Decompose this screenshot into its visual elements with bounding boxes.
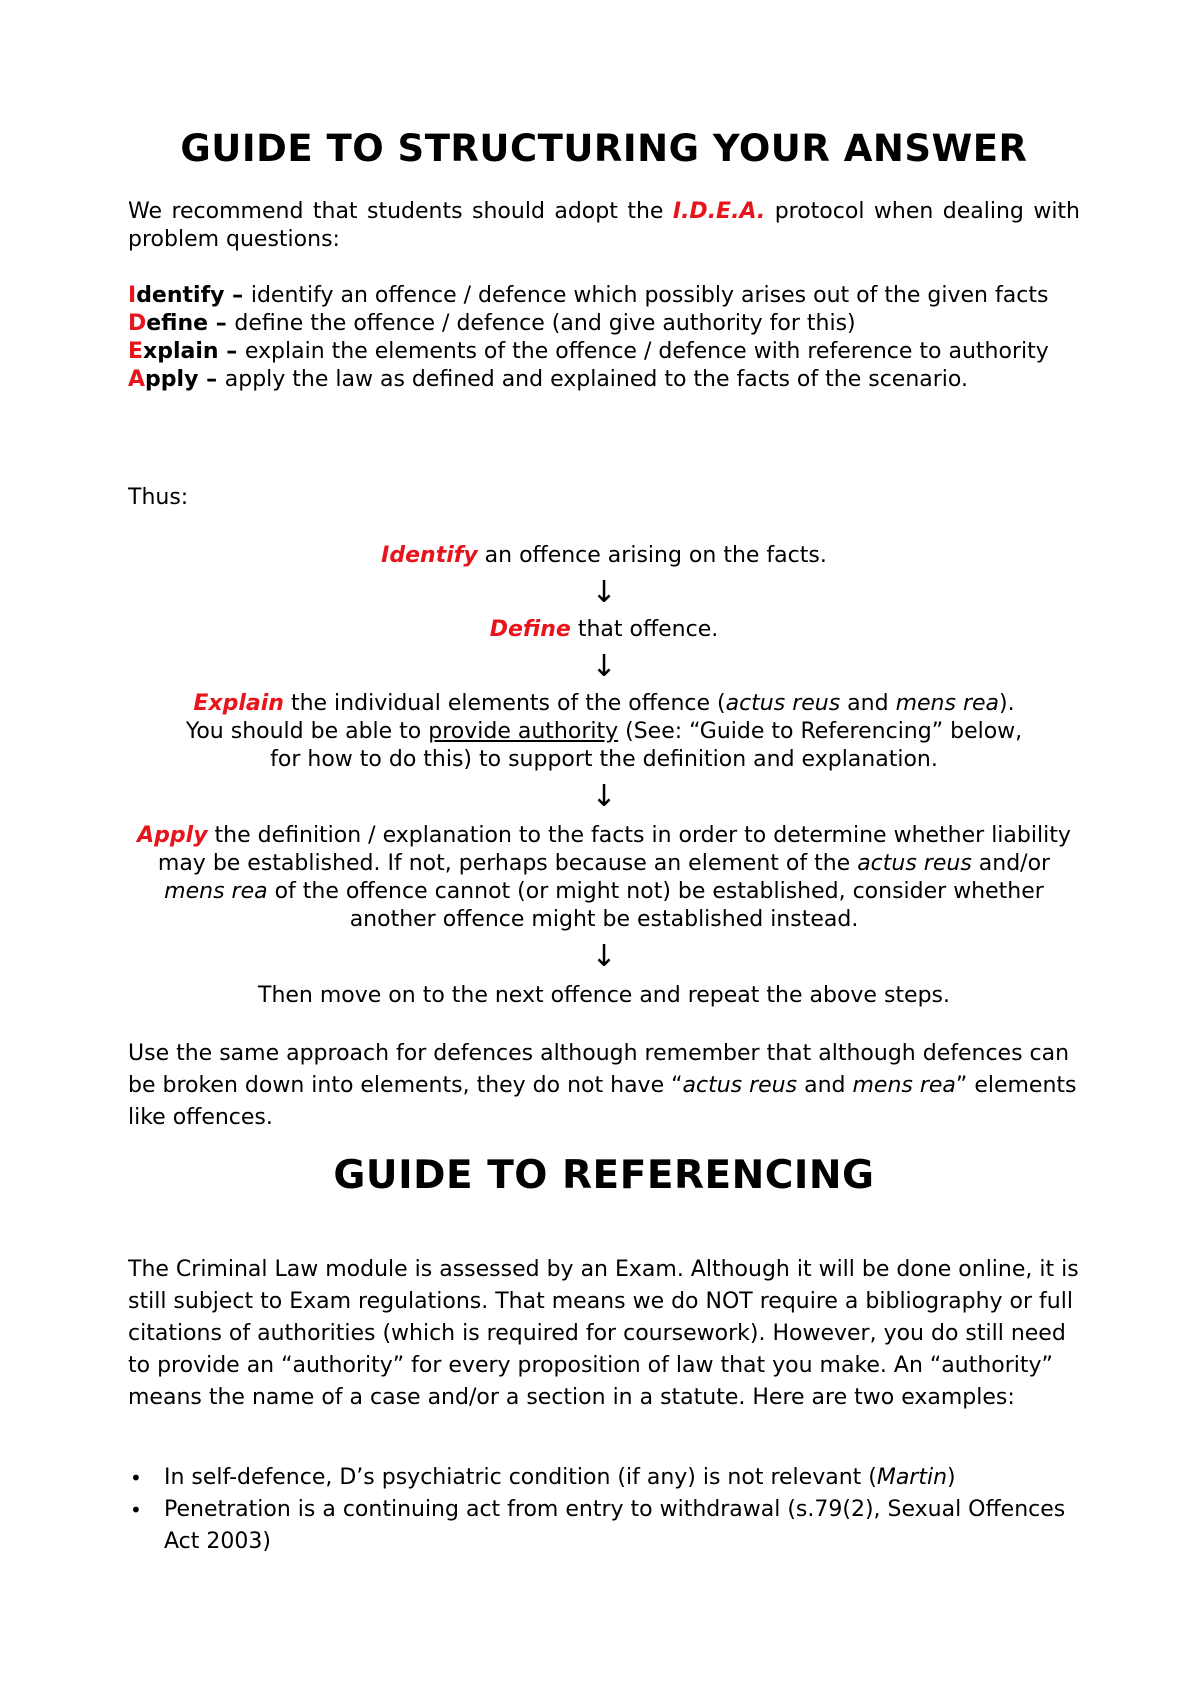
step-text: apply the law as defined and explained to the facts of the scenario. bbox=[224, 367, 968, 392]
arrow-glyph: ↓ bbox=[591, 779, 617, 814]
flow-identify-word: Identify bbox=[381, 543, 478, 568]
down-arrow-icon bbox=[128, 649, 1080, 684]
step-text: identify an offence / defence which possibly arises out of the given facts bbox=[250, 283, 1049, 308]
down-arrow-icon bbox=[128, 779, 1080, 814]
down-arrow-icon bbox=[128, 939, 1080, 974]
intro-paragraph bbox=[128, 198, 1080, 254]
step-dash: – bbox=[208, 311, 235, 336]
step-apply bbox=[128, 366, 1080, 394]
section-title-referencing: GUIDE TO REFERENCING bbox=[333, 1153, 875, 1198]
term-mens-rea: mens rea bbox=[895, 691, 1000, 716]
flow-explain-text: (See: “Guide to Referencing” below, bbox=[618, 719, 1023, 744]
referencing-paragraph: The Criminal Law module is assessed by an Exam. Although it will be done online, it is still subject to Exam regulations. That means we do NOT require a bibliography or full citations of authorities (which is required for coursework). However, you do still need to provide an “authority” for every proposition of law that you make. An “authority” means the name of a case and/or a section in a statute. Here are two examples: bbox=[128, 1257, 1079, 1410]
arrow-glyph: ↓ bbox=[591, 649, 617, 684]
flow-apply-text: and/or bbox=[971, 851, 1051, 876]
intro-text-end: protocol when dealing with problem questions: bbox=[128, 199, 1081, 252]
down-arrow-icon bbox=[128, 575, 1080, 610]
intro-text: We recommend that students should adopt the bbox=[128, 199, 673, 224]
flow-identify bbox=[128, 542, 1080, 570]
flow-apply-text: of the offence cannot (or might not) be established, consider whether another offence might be established instead. bbox=[267, 879, 1044, 932]
flow-apply-word: Apply bbox=[137, 823, 208, 848]
provide-authority-underlined: provide authority bbox=[428, 719, 619, 744]
flow-explain-text: and bbox=[840, 691, 896, 716]
bullet-icon: • bbox=[130, 1498, 142, 1522]
flow-then: Then move on to the next offence and repeat the above steps. bbox=[258, 983, 950, 1008]
bullet-text: In self-defence, D’s psychiatric condition (if any) is not relevant ( bbox=[164, 1465, 877, 1490]
flow-define-text: that offence. bbox=[570, 617, 719, 642]
step-letter: E bbox=[128, 339, 144, 364]
step-define bbox=[128, 310, 1080, 338]
bullet-text: ) bbox=[947, 1465, 956, 1490]
flow-explain-line1 bbox=[128, 690, 1080, 718]
step-explain bbox=[128, 338, 1080, 366]
flow-explain-text: ). bbox=[999, 691, 1015, 716]
step-letter: D bbox=[128, 311, 147, 336]
examples-list bbox=[128, 1462, 1080, 1558]
term-actus-reus: actus reus bbox=[682, 1073, 798, 1098]
closing-text: ” elements like offences. bbox=[128, 1073, 1077, 1130]
step-word: dentify bbox=[136, 283, 225, 308]
flow-explain-line3: for how to do this) to support the definition and explanation. bbox=[270, 747, 938, 772]
step-word: pply bbox=[145, 367, 199, 392]
flow-explain-text: the individual elements of the offence ( bbox=[283, 691, 726, 716]
case-name: Martin bbox=[876, 1465, 948, 1490]
flow-apply bbox=[128, 822, 1080, 934]
flow-define-word: Define bbox=[489, 617, 571, 642]
flow-define bbox=[128, 616, 1080, 644]
bullet-icon: • bbox=[130, 1466, 142, 1490]
step-dash: – bbox=[198, 367, 225, 392]
flow-explain bbox=[128, 690, 1080, 774]
step-dash: – bbox=[224, 283, 251, 308]
flow-apply-text: the definition / explanation to the facts in order to determine whether liability may be established. If not, perhaps because an element of the bbox=[157, 823, 1071, 876]
step-text: explain the elements of the offence / defence with reference to authority bbox=[244, 339, 1049, 364]
step-text: define the offence / defence (and give authority for this) bbox=[234, 311, 856, 336]
closing-paragraph bbox=[128, 1038, 1080, 1134]
term-actus-reus: actus reus bbox=[725, 691, 841, 716]
list-item bbox=[128, 1494, 1080, 1558]
step-letter: I bbox=[128, 283, 137, 308]
step-identify bbox=[128, 282, 1080, 310]
term-actus-reus: actus reus bbox=[857, 851, 972, 876]
bullet-text: Penetration is a continuing act from entry to withdrawal (s.79(2), Sexual Offences Act 2003) bbox=[164, 1497, 1066, 1554]
step-letter: A bbox=[128, 367, 146, 392]
term-mens-rea: mens rea bbox=[852, 1073, 956, 1098]
idea-protocol-label: I.D.E.A. bbox=[672, 199, 766, 224]
section-title-structuring: GUIDE TO STRUCTURING YOUR ANSWER bbox=[180, 127, 1028, 170]
flow-explain-line2 bbox=[128, 718, 1080, 746]
term-mens-rea: mens rea bbox=[164, 879, 268, 904]
closing-text: and bbox=[797, 1073, 853, 1098]
closing-text: Use the same approach for defences although remember that although defences can be broken down into elements, they do not have “ bbox=[128, 1041, 1070, 1098]
step-dash: – bbox=[218, 339, 245, 364]
flow-explain-word: Explain bbox=[193, 691, 284, 716]
list-item bbox=[128, 1462, 1080, 1494]
step-word: efine bbox=[146, 311, 209, 336]
idea-steps-list bbox=[128, 282, 1080, 394]
thus-label: Thus: bbox=[128, 485, 189, 510]
step-word: xplain bbox=[143, 339, 219, 364]
flow-explain-text: You should be able to bbox=[185, 719, 429, 744]
flow-identify-text: an offence arising on the facts. bbox=[477, 543, 827, 568]
arrow-glyph: ↓ bbox=[591, 575, 617, 610]
arrow-glyph: ↓ bbox=[591, 939, 617, 974]
